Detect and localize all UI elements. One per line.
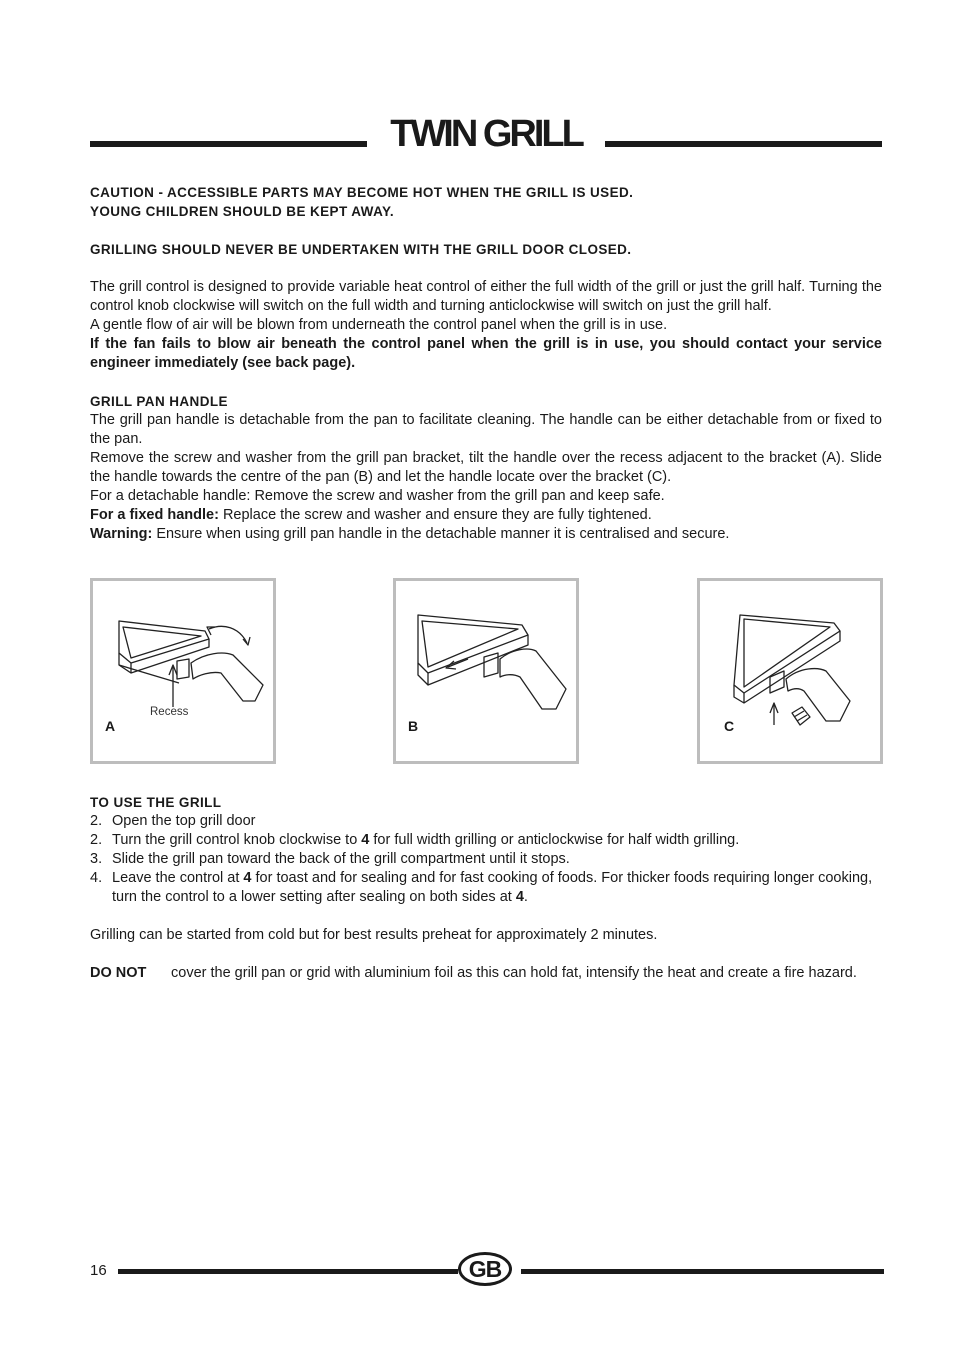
caution-line-2: YOUNG CHILDREN SHOULD BE KEPT AWAY. <box>90 204 395 219</box>
do-not-text: cover the grill pan or grid with aluminium foil as this can hold fat, intensify the heat and create a fire hazard. <box>171 965 857 981</box>
page-header <box>90 110 882 160</box>
language-badge: GB <box>458 1252 512 1286</box>
list-item: 2. Turn the grill control knob clockwise to 4 for full width grilling or anticlockwise for half width grilling. <box>90 832 740 848</box>
fixed-handle-label: For a fixed handle: <box>90 507 219 523</box>
figure-c <box>697 578 883 764</box>
use-heading: TO USE THE GRILL <box>90 795 222 810</box>
intro-paragraph-1: The grill control is designed to provide variable heat control of either the full width of the grill or just the grill half. Turning the control knob clockwise will switch on the full width and turning anticlockwise will switch on just the grill half. <box>90 279 882 314</box>
page-number: 16 <box>90 1262 107 1279</box>
footer-rule-right <box>521 1269 884 1274</box>
handle-warning-label: Warning: <box>90 526 153 542</box>
use-grill-section <box>90 793 882 983</box>
list-item: 4. Leave the control at 4 for toast and for sealing and for fast cooking of foods. For thicker foods requiring longer cooking, turn the control to a lower setting after sealing on both sides at 4. <box>90 870 873 905</box>
handle-warning-text: Ensure when using grill pan handle in the detachable manner it is centralised and secure. <box>152 526 730 542</box>
do-not-warning <box>90 964 882 983</box>
use-steps <box>90 812 882 907</box>
handle-figures <box>90 578 884 764</box>
fan-warning: If the fan fails to blow air beneath the control panel when the grill is in use, you should contact your service engineer immediately (see back page). <box>90 336 882 371</box>
handle-warning <box>90 525 882 544</box>
do-not-label: DO NOT <box>90 965 147 981</box>
main-content <box>90 183 882 544</box>
figure-a <box>90 578 276 764</box>
figure-b-illustration <box>396 581 576 761</box>
handle-paragraph-2: Remove the screw and washer from the grill pan bracket, tilt the handle over the recess adjacent to the bracket (A). Slide the handle towards the centre of the pan (B) and let the handle locate over the bracket (C). <box>90 450 882 485</box>
figure-c-illustration <box>700 581 880 761</box>
figure-b-label: B <box>408 718 419 734</box>
list-item: 3. Slide the grill pan toward the back of the grill compartment until it stops. <box>90 851 570 867</box>
page-title: TWIN GRILL <box>390 113 582 155</box>
door-warning: GRILLING SHOULD NEVER BE UNDERTAKEN WITH THE GRILL DOOR CLOSED. <box>90 242 632 257</box>
fixed-handle-note <box>90 506 882 525</box>
header-rule-left <box>90 141 367 147</box>
fixed-handle-text: Replace the screw and washer and ensure they are fully tightened. <box>218 507 652 523</box>
figure-c-label: C <box>724 718 735 734</box>
handle-paragraph-1: The grill pan handle is detachable from the pan to facilitate cleaning. The handle can be either detachable from or fixed to the pan. <box>90 412 882 447</box>
figure-b <box>393 578 579 764</box>
caution-line-1: CAUTION - ACCESSIBLE PARTS MAY BECOME HOT WHEN THE GRILL IS USED. <box>90 185 634 200</box>
page-footer <box>90 1250 884 1290</box>
figure-a-illustration <box>93 581 273 761</box>
figure-a-label: A <box>105 718 116 734</box>
preheat-note: Grilling can be started from cold but for best results preheat for approximately 2 minutes. <box>90 927 658 943</box>
footer-rule-left <box>118 1269 458 1274</box>
handle-heading: GRILL PAN HANDLE <box>90 394 228 409</box>
intro-paragraph-2: A gentle flow of air will be blown from underneath the control panel when the grill is in use. <box>90 317 668 333</box>
header-rule-right <box>605 141 882 147</box>
list-item: 2. Open the top grill door <box>90 813 256 829</box>
recess-label: Recess <box>150 706 189 718</box>
handle-paragraph-3: For a detachable handle: Remove the screw and washer from the grill pan and keep safe. <box>90 488 665 504</box>
